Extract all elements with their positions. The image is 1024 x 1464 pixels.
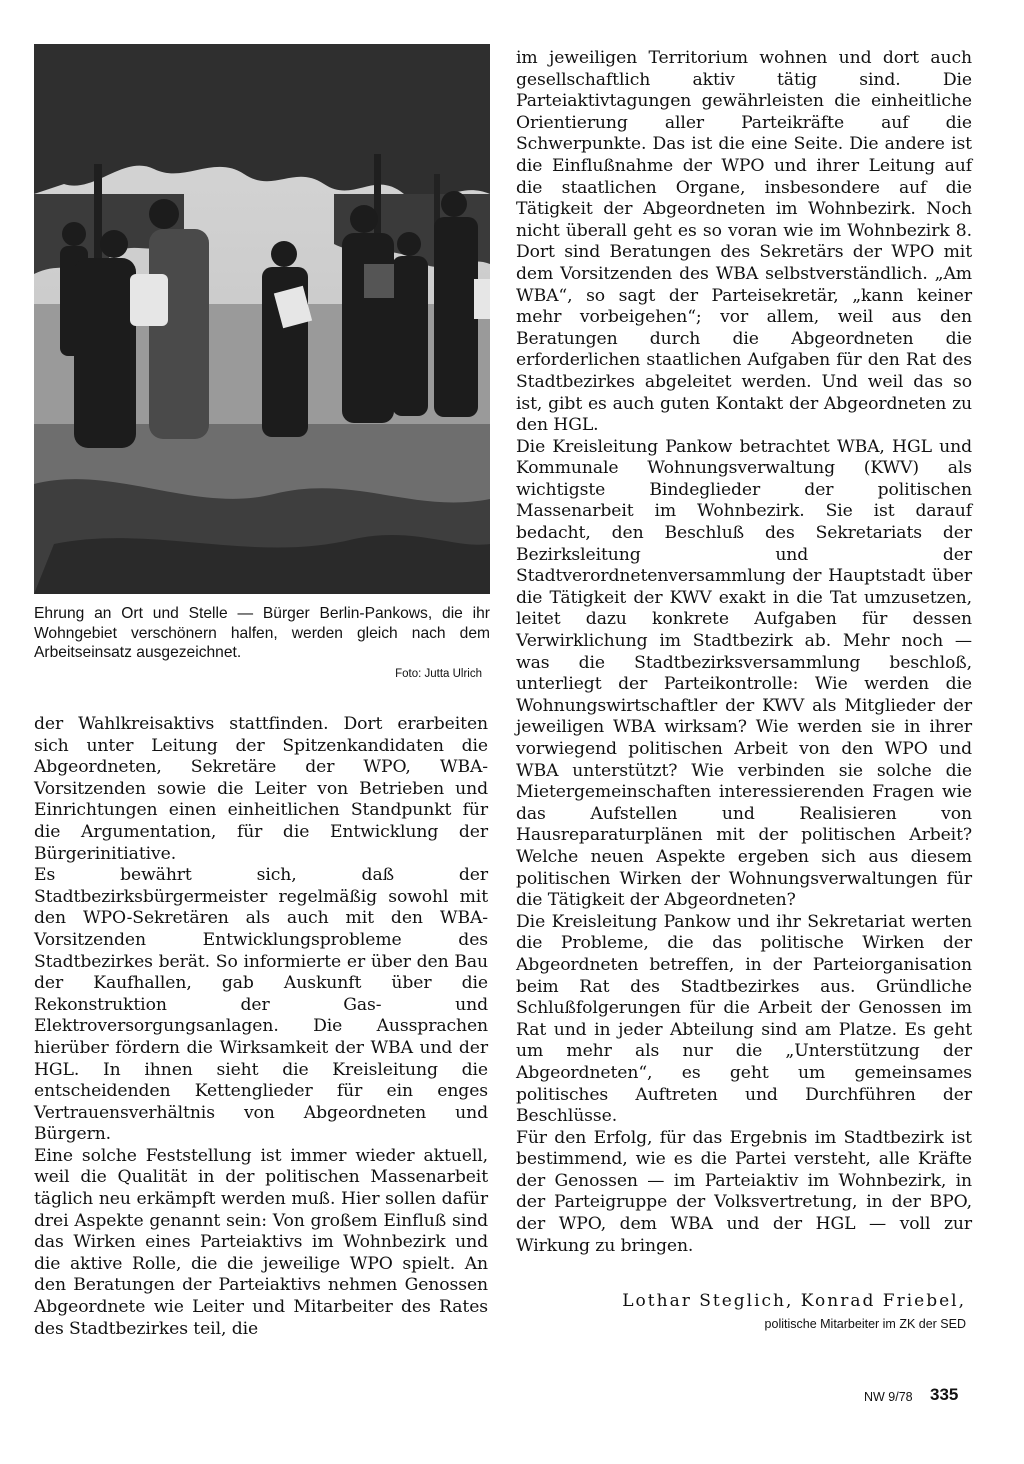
paragraph: Die Kreisleitung Pankow und ihr Sekretariat werten die Probleme, die das politische Wirken der Abgeordneten betreffen, in der Parteiorganisation beim Rat des Stadtbezirkes aus. Gründliche Schlußfolgerungen für die Arbeit der Genossen im Rat und in jeder Abteilung sind am Platze. Es geht um mehr als nur die „Unterstützung der Abgeordneten“, es geht um gemeinsames politisches Auftreten und Durchführen der Beschlüsse.	[516, 911, 972, 1127]
page-number: 335	[930, 1385, 959, 1404]
right-column	[516, 48, 972, 1257]
issue-label: NW 9/78	[864, 1390, 913, 1404]
paragraph: Eine solche Feststellung ist immer wieder aktuell, weil die Qualität in der politischen Massenarbeit täglich neu erkämpft werden muß. Hier sollen dafür drei Aspekte genannt sein: Von großem Einfluß sind das Wirken eines Parteiaktivs im Wohnbezirk und die aktive Rolle, die die jeweilige WPO spielt. An den Beratungen der Parteiaktivs nehmen Genossen Abgeordnete wie Leiter und Mitarbeiter des Rates des Stadtbezirkes teil, die	[34, 1145, 488, 1339]
paragraph: Die Kreisleitung Pankow betrachtet WBA, HGL und Kommunale Wohnungsverwaltung (KWV) als wichtigste Bindeglieder der politischen Massenarbeit im Wohnbezirk. Sie ist darauf bedacht, den Beschluß des Sekretariats der Bezirksleitung und der Stadtverordnetenversammlung der Hauptstadt über die Tätigkeit der KWV exakt in die Tat umzusetzen, leitet dazu konkrete Aufgaben für dessen Verwirklichung im Stadtbezirk ab. Mehr noch — was die Stadtbezirksversammlung beschloß, unterliegt der Parteikontrolle: Wie werden die Wohnungswirtschaftler der KWV als Mitglieder der jeweiligen WBA wirksam? Wie werden sie in ihrer vorwiegend politischen Arbeit von den WPO und WBA unterstützt? Wie verbinden sie solche die Mietergemeinschaften interessierenden Fragen wie das Aufstellen und Realisieren von Hausreparaturplänen mit der politischen Arbeit? Welche neuen Aspekte ergeben sich aus diesem politischen Wirken der Wohnungsverwaltungen für die Tätigkeit der Abgeordneten?	[516, 436, 972, 911]
photo-caption: Ehrung an Ort und Stelle — Bürger Berlin-Pankows, die ihr Wohngebiet verschönern halfen, werden gleich nach dem Arbeitseinsatz ausgezeichnet.	[34, 605, 490, 662]
photo-credit: Foto: Jutta Ulrich	[395, 668, 482, 680]
paragraph: der Wahlkreisaktivs stattfinden. Dort erarbeiten sich unter Leitung der Spitzenkandidaten die Abgeordneten, Sekretäre der WPO, WBA-Vorsitzenden sowie die Leiter von Betrieben und Einrichtungen einen einheitlichen Standpunkt für die Argumentation, für die Entwicklung der Bürgerinitiative.	[34, 714, 488, 864]
press-photo	[34, 44, 490, 594]
author-signature: Lothar Steglich, Konrad Friebel,	[622, 1291, 966, 1311]
paragraph: im jeweiligen Territorium wohnen und dort auch gesellschaftlich aktiv tätig sind. Die Parteiaktivtagungen gewährleisten die einheitliche Orientierung aller Parteikräfte auf die Schwerpunkte. Das ist die eine Seite. Die andere ist die Einflußnahme der WPO und ihrer Leitung auf die staatlichen Organe, insbesondere auf die Tätigkeit der Abgeordneten im Wohnbezirk. Noch nicht überall geht es so voran wie im Wohnbezirk 8. Dort sind Beratungen des Sekretärs der WPO mit dem Vorsitzenden des WBA selbstverständlich. „Am WBA“, so sagt der Parteisekretär, „kann keiner mehr vorbeigehen“; vor allem, weil aus den Beratungen durch die Abgeordneten die erforderlichen staatlichen Aufgaben für den Rat des Stadtbezirkes abgeleitet werden. Und weil das so ist, gibt es auch guten Kontakt der Abgeordneten zu den HGL.	[516, 48, 972, 436]
paragraph: Es bewährt sich, daß der Stadtbezirksbürgermeister regelmäßig sowohl mit den WPO-Sekretären als auch mit den WBA-Vorsitzenden Entwicklungsprobleme des Stadtbezirkes berät. So informierte er über den Bau der Kaufhallen, gab Auskunft über die Rekonstruktion der Gas- und Elektroversorgungsanlagen. Die Aussprachen hierüber fördern die Wirksamkeit der WBA und der HGL. In ihnen sieht die Kreisleitung die entscheidenden Kettenglieder für ein enges Vertrauensverhältnis von Abgeordneten und Bürgern.	[34, 865, 488, 1145]
paragraph: Für den Erfolg, für das Ergebnis im Stadtbezirk ist bestimmend, wie es die Partei versteht, alle Kräfte der Genossen — im Parteiaktiv im Wohnbezirk, in der Parteigruppe der Volksvertretung, in der BPO, der WPO, dem WBA und der HGL — voll zur Wirkung zu bringen.	[516, 1127, 972, 1256]
left-column	[34, 714, 488, 1340]
author-role: politische Mitarbeiter im ZK der SED	[764, 1317, 966, 1331]
